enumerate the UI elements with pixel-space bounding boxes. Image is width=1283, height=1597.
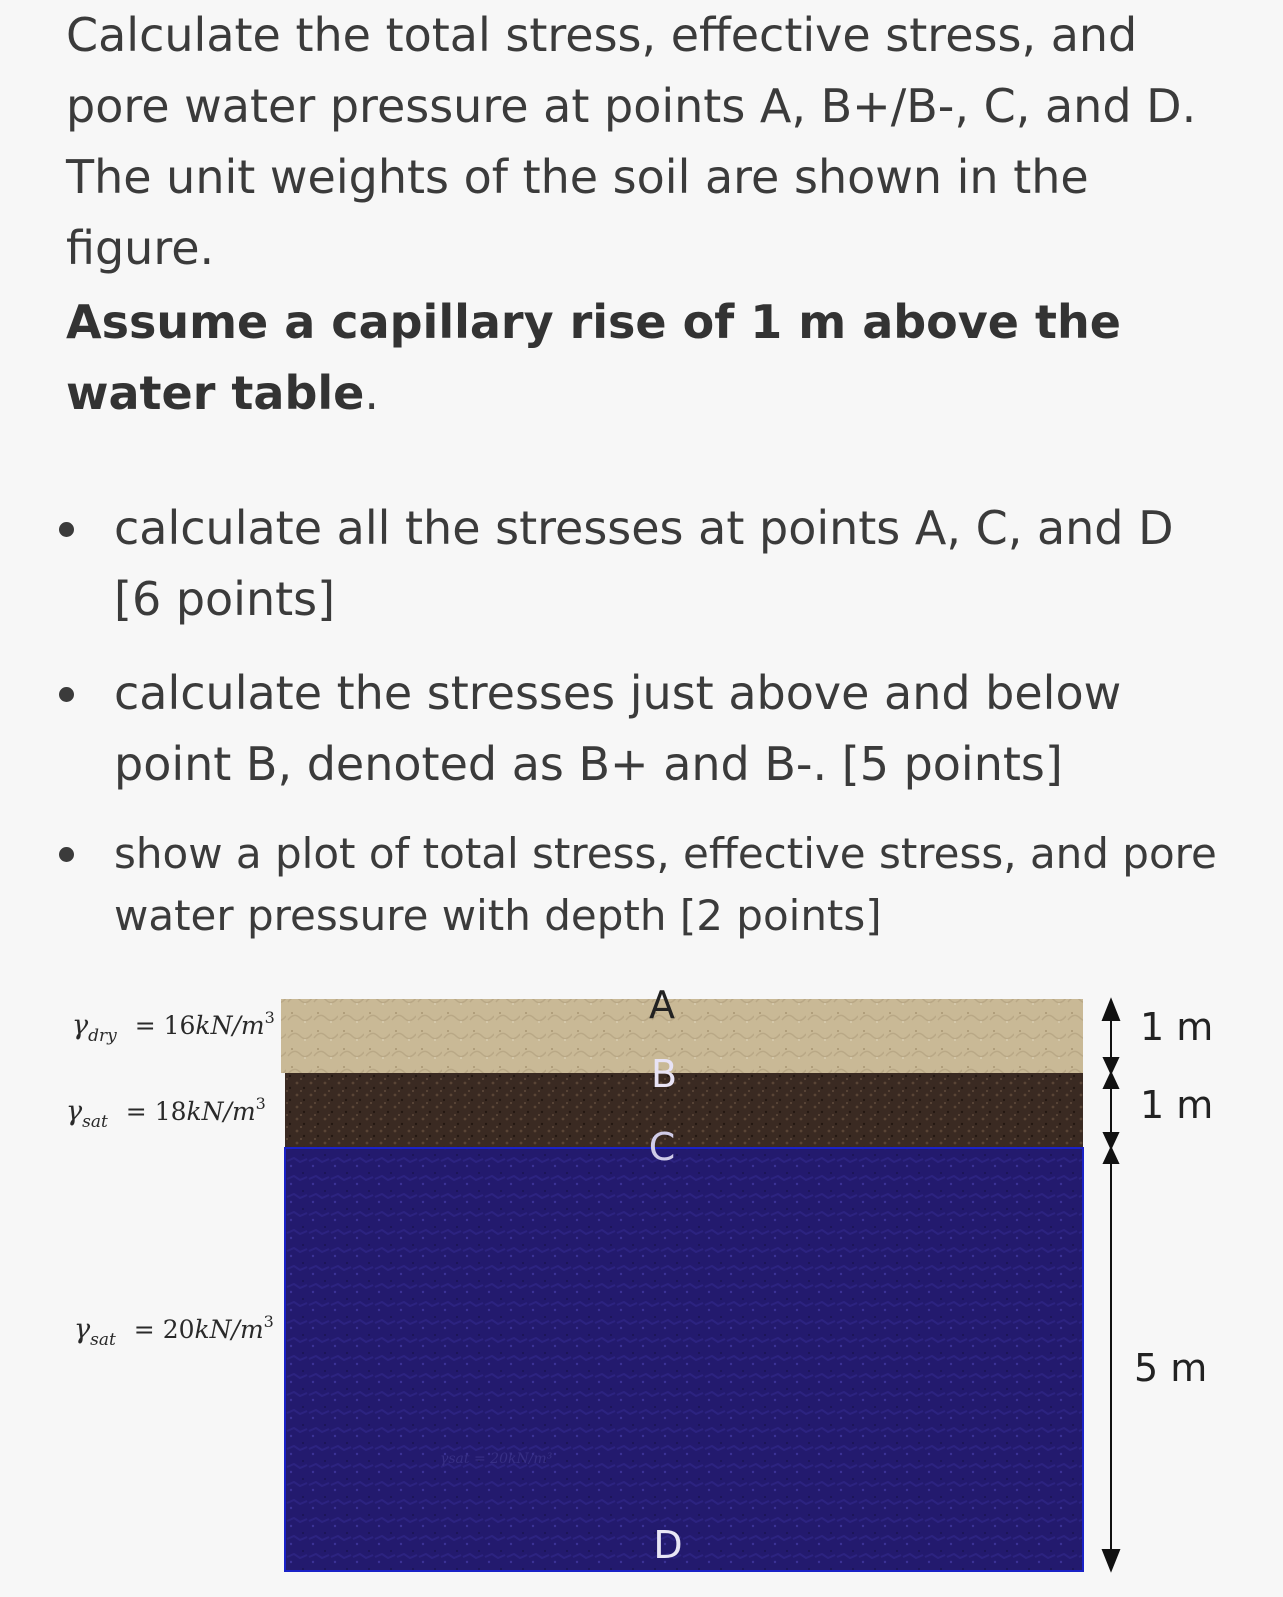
gamma-sat-20-label: $\gamma_{sat} = 20kN/m^3$	[74, 1312, 274, 1350]
layer-saturated-soil-texture	[286, 1149, 1082, 1570]
arrow-head-bottom	[1103, 1550, 1119, 1570]
thickness-label-1: 1 m	[1140, 1005, 1214, 1049]
thickness-label-2: 1 m	[1140, 1083, 1214, 1127]
point-label-a: A	[649, 983, 675, 1027]
task-item-2: calculate the stresses just above and below point B, denoted as B+ and B-. [5 points]	[114, 658, 1224, 800]
task-item-3: show a plot of total stress, effective stress, and pore water pressure with depth [2 points]	[114, 823, 1224, 947]
assumption-end: .	[364, 366, 379, 420]
thickness-label-3: 5 m	[1134, 1346, 1208, 1390]
gamma-sat-18-label: $\gamma_{sat} = 18kN/m^3$	[66, 1094, 266, 1132]
problem-intro: Calculate the total stress, effective stress, and pore water pressure at points A, B+/B-, C, and D. The unit weights of the soil are shown in the figure.	[66, 8, 1197, 275]
dimension-arrows	[1103, 1000, 1119, 1570]
faint-gamma-label: γsat = 20kN/m³	[440, 1451, 553, 1467]
layer-capillary-soil-texture	[285, 1073, 1083, 1148]
gamma-dry-label: $\gamma_{dry} = 16kN/m^3$	[72, 1008, 275, 1046]
arrow-head-top	[1103, 1000, 1119, 1020]
arrow-head-2	[1104, 1073, 1118, 1088]
arrow-head-4	[1104, 1148, 1118, 1163]
task-item-1: calculate all the stresses at points A, C, and D [6 points]	[114, 493, 1224, 635]
assumption-bold: Assume a capillary rise of 1 m above the water table	[66, 295, 1121, 420]
point-label-d: D	[653, 1523, 683, 1567]
point-label-b: B	[650, 1052, 678, 1096]
layer-dry-sand-texture	[281, 999, 1083, 1073]
point-label-c: C	[648, 1125, 676, 1169]
